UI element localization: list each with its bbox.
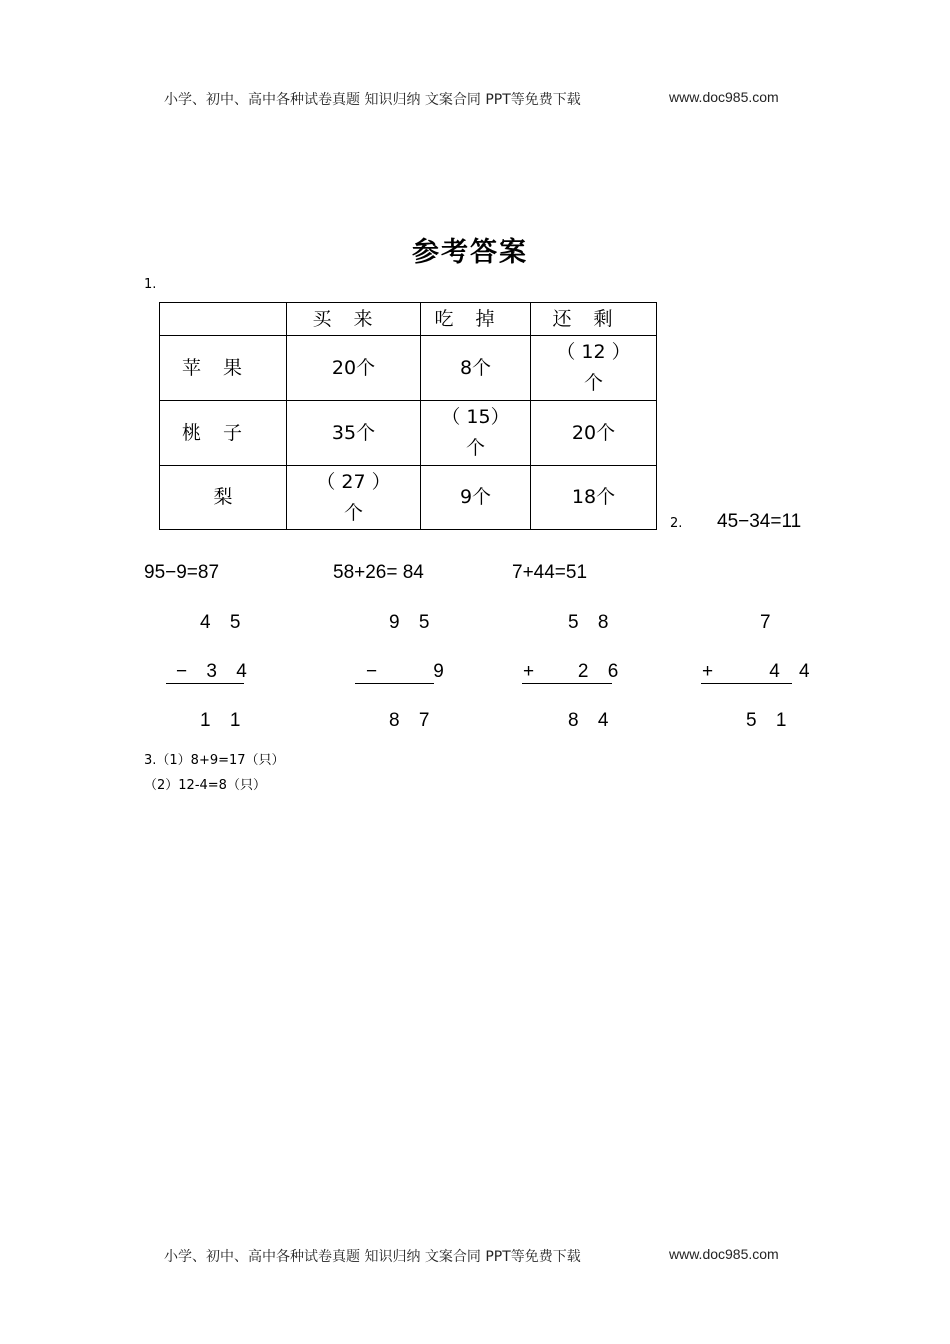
vcalc4-result: 5 1 <box>746 710 794 731</box>
footer-site: www.doc985.com <box>669 1246 779 1262</box>
page-header <box>164 89 581 109</box>
vcalc2-top: 9 5 <box>389 612 437 633</box>
apple-eaten: 8个 <box>421 336 531 401</box>
table-row-pear <box>160 466 657 530</box>
equation-2: 95−9=87 <box>144 562 220 583</box>
pear-eaten: 9个 <box>421 466 531 530</box>
q1-number: 1. <box>144 277 157 292</box>
equation-1: 45−34=11 <box>717 511 802 532</box>
q3-line1: 3.（1）8+9=17（只） <box>144 753 285 768</box>
vcalc3-underline <box>522 683 612 684</box>
vcalc1-top: 4 5 <box>200 612 248 633</box>
row-label-pear: 梨 <box>160 466 287 530</box>
table-header-row <box>160 303 657 336</box>
vcalc1-result: 1 1 <box>200 710 248 731</box>
row-label-apple: 苹果 <box>160 336 287 401</box>
vcalc2-op: − 9 <box>366 661 451 682</box>
equation-3: 58+26= 84 <box>333 562 424 583</box>
peach-eaten <box>421 401 531 466</box>
header-site: www.doc985.com <box>669 89 779 105</box>
equation-4: 7+44=51 <box>512 562 588 583</box>
peach-eaten-line2: 个 <box>465 437 485 459</box>
header-cell-left: 还剩 <box>531 303 657 336</box>
q2-number: 2. <box>670 516 683 531</box>
pear-bought-line1: （ 27 ） <box>316 470 391 493</box>
table-row-peach <box>160 401 657 466</box>
vcalc3-result: 8 4 <box>568 710 616 731</box>
vcalc4-underline <box>701 683 792 684</box>
q3-line2: （2）12-4=8（只） <box>144 778 266 793</box>
pear-left: 18个 <box>531 466 657 530</box>
vcalc4-op: + 4 4 <box>702 661 817 682</box>
header-cell-eaten: 吃掉 <box>421 303 531 336</box>
page-footer <box>164 1246 581 1266</box>
header-text: 小学、初中、高中各种试卷真题 知识归纳 文案合同 PPT等免费下载 <box>164 92 581 108</box>
pear-bought-line2: 个 <box>343 501 363 524</box>
pear-bought <box>287 466 421 530</box>
footer-text: 小学、初中、高中各种试卷真题 知识归纳 文案合同 PPT等免费下载 <box>164 1249 581 1265</box>
page-title: 参考答案 <box>412 237 528 268</box>
peach-eaten-line1: （ 15） <box>441 406 510 428</box>
vcalc3-op: + 2 6 <box>523 661 626 682</box>
vcalc2-underline <box>355 683 434 684</box>
vcalc1-op: − 3 4 <box>176 661 254 682</box>
apple-bought: 20个 <box>287 336 421 401</box>
apple-left <box>531 336 657 401</box>
table-row-apple <box>160 336 657 401</box>
header-cell-empty <box>160 303 287 336</box>
row-label-peach: 桃子 <box>160 401 287 466</box>
vcalc4-top: 7 <box>760 612 778 633</box>
fruit-table <box>159 302 657 530</box>
peach-left: 20个 <box>531 401 657 466</box>
apple-left-line2: 个 <box>583 372 603 394</box>
peach-bought: 35个 <box>287 401 421 466</box>
vcalc1-underline <box>166 683 244 684</box>
vcalc2-result: 8 7 <box>389 710 437 731</box>
header-cell-bought: 买来 <box>287 303 421 336</box>
apple-left-line1: （ 12 ） <box>556 341 631 363</box>
vcalc3-top: 5 8 <box>568 612 616 633</box>
